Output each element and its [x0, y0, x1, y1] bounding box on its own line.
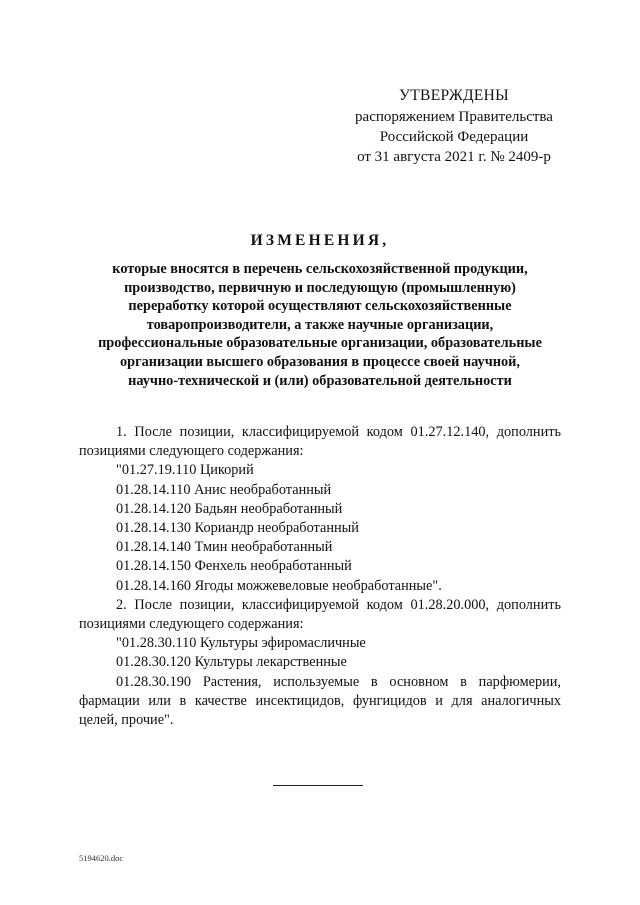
approval-line: Российской Федерации	[379, 129, 529, 145]
list-item: 01.28.14.130 Кориандр необработанный	[116, 520, 359, 537]
approval-line: распоряжением Правительства	[355, 109, 553, 125]
document-subtitle	[70, 260, 570, 390]
section-1-intro: 1. После позиции, классифицируемой кодом 01.27.12.140, дополнить позициями следующего содержания:	[79, 424, 561, 460]
list-item-long: 01.28.30.190 Растения, используемые в основном в парфюмерии, фармации или в качестве инсектицидов, фунгицидов и для аналогичных целей, прочие".	[79, 673, 561, 729]
subtitle-line: которые вносятся в перечень сельскохозяйственной продукции,	[112, 261, 528, 277]
subtitle-line: производство, первичную и последующую (промышленную)	[124, 279, 516, 296]
list-item: "01.27.19.110 Цикорий	[116, 462, 254, 479]
approval-heading: УТВЕРЖДЕНЫ	[399, 87, 509, 104]
list-item: 01.28.14.110 Анис необработанный	[116, 481, 332, 498]
list-item: 01.28.14.120 Бадьян необработанный	[116, 500, 343, 517]
document-body	[79, 423, 561, 730]
list-item: 01.28.14.160 Ягоды можжевеловые необработанные".	[116, 577, 442, 594]
list-item: 01.28.30.120 Культуры лекарственные	[116, 654, 347, 671]
list-item: 01.28.14.140 Тмин необработанный	[116, 539, 333, 556]
subtitle-line: научно-технической и (или) образовательной деятельности	[128, 372, 512, 389]
subtitle-line: переработку которой осуществляют сельскохозяйственные	[128, 298, 512, 315]
approval-block	[338, 86, 570, 167]
list-item: "01.28.30.110 Культуры эфиромасличные	[116, 635, 366, 652]
approval-line: от 31 августа 2021 г. № 2409-р	[357, 149, 551, 165]
section-2-intro: 2. После позиции, классифицируемой кодом 01.28.20.000, дополнить позициями следующего содержания:	[79, 596, 561, 633]
document-title: ИЗМЕНЕНИЯ,	[250, 232, 390, 249]
subtitle-line: профессиональные образовательные организации, образовательные	[98, 335, 542, 352]
subtitle-line: товаропроизводители, а также научные организации,	[146, 316, 494, 333]
footer-file-name: 5194620.doc	[79, 853, 124, 863]
end-separator-line	[273, 785, 363, 786]
subtitle-line: организации высшего образования в процессе своей научной,	[120, 353, 520, 370]
list-item: 01.28.14.150 Фенхель необработанный	[116, 558, 352, 575]
